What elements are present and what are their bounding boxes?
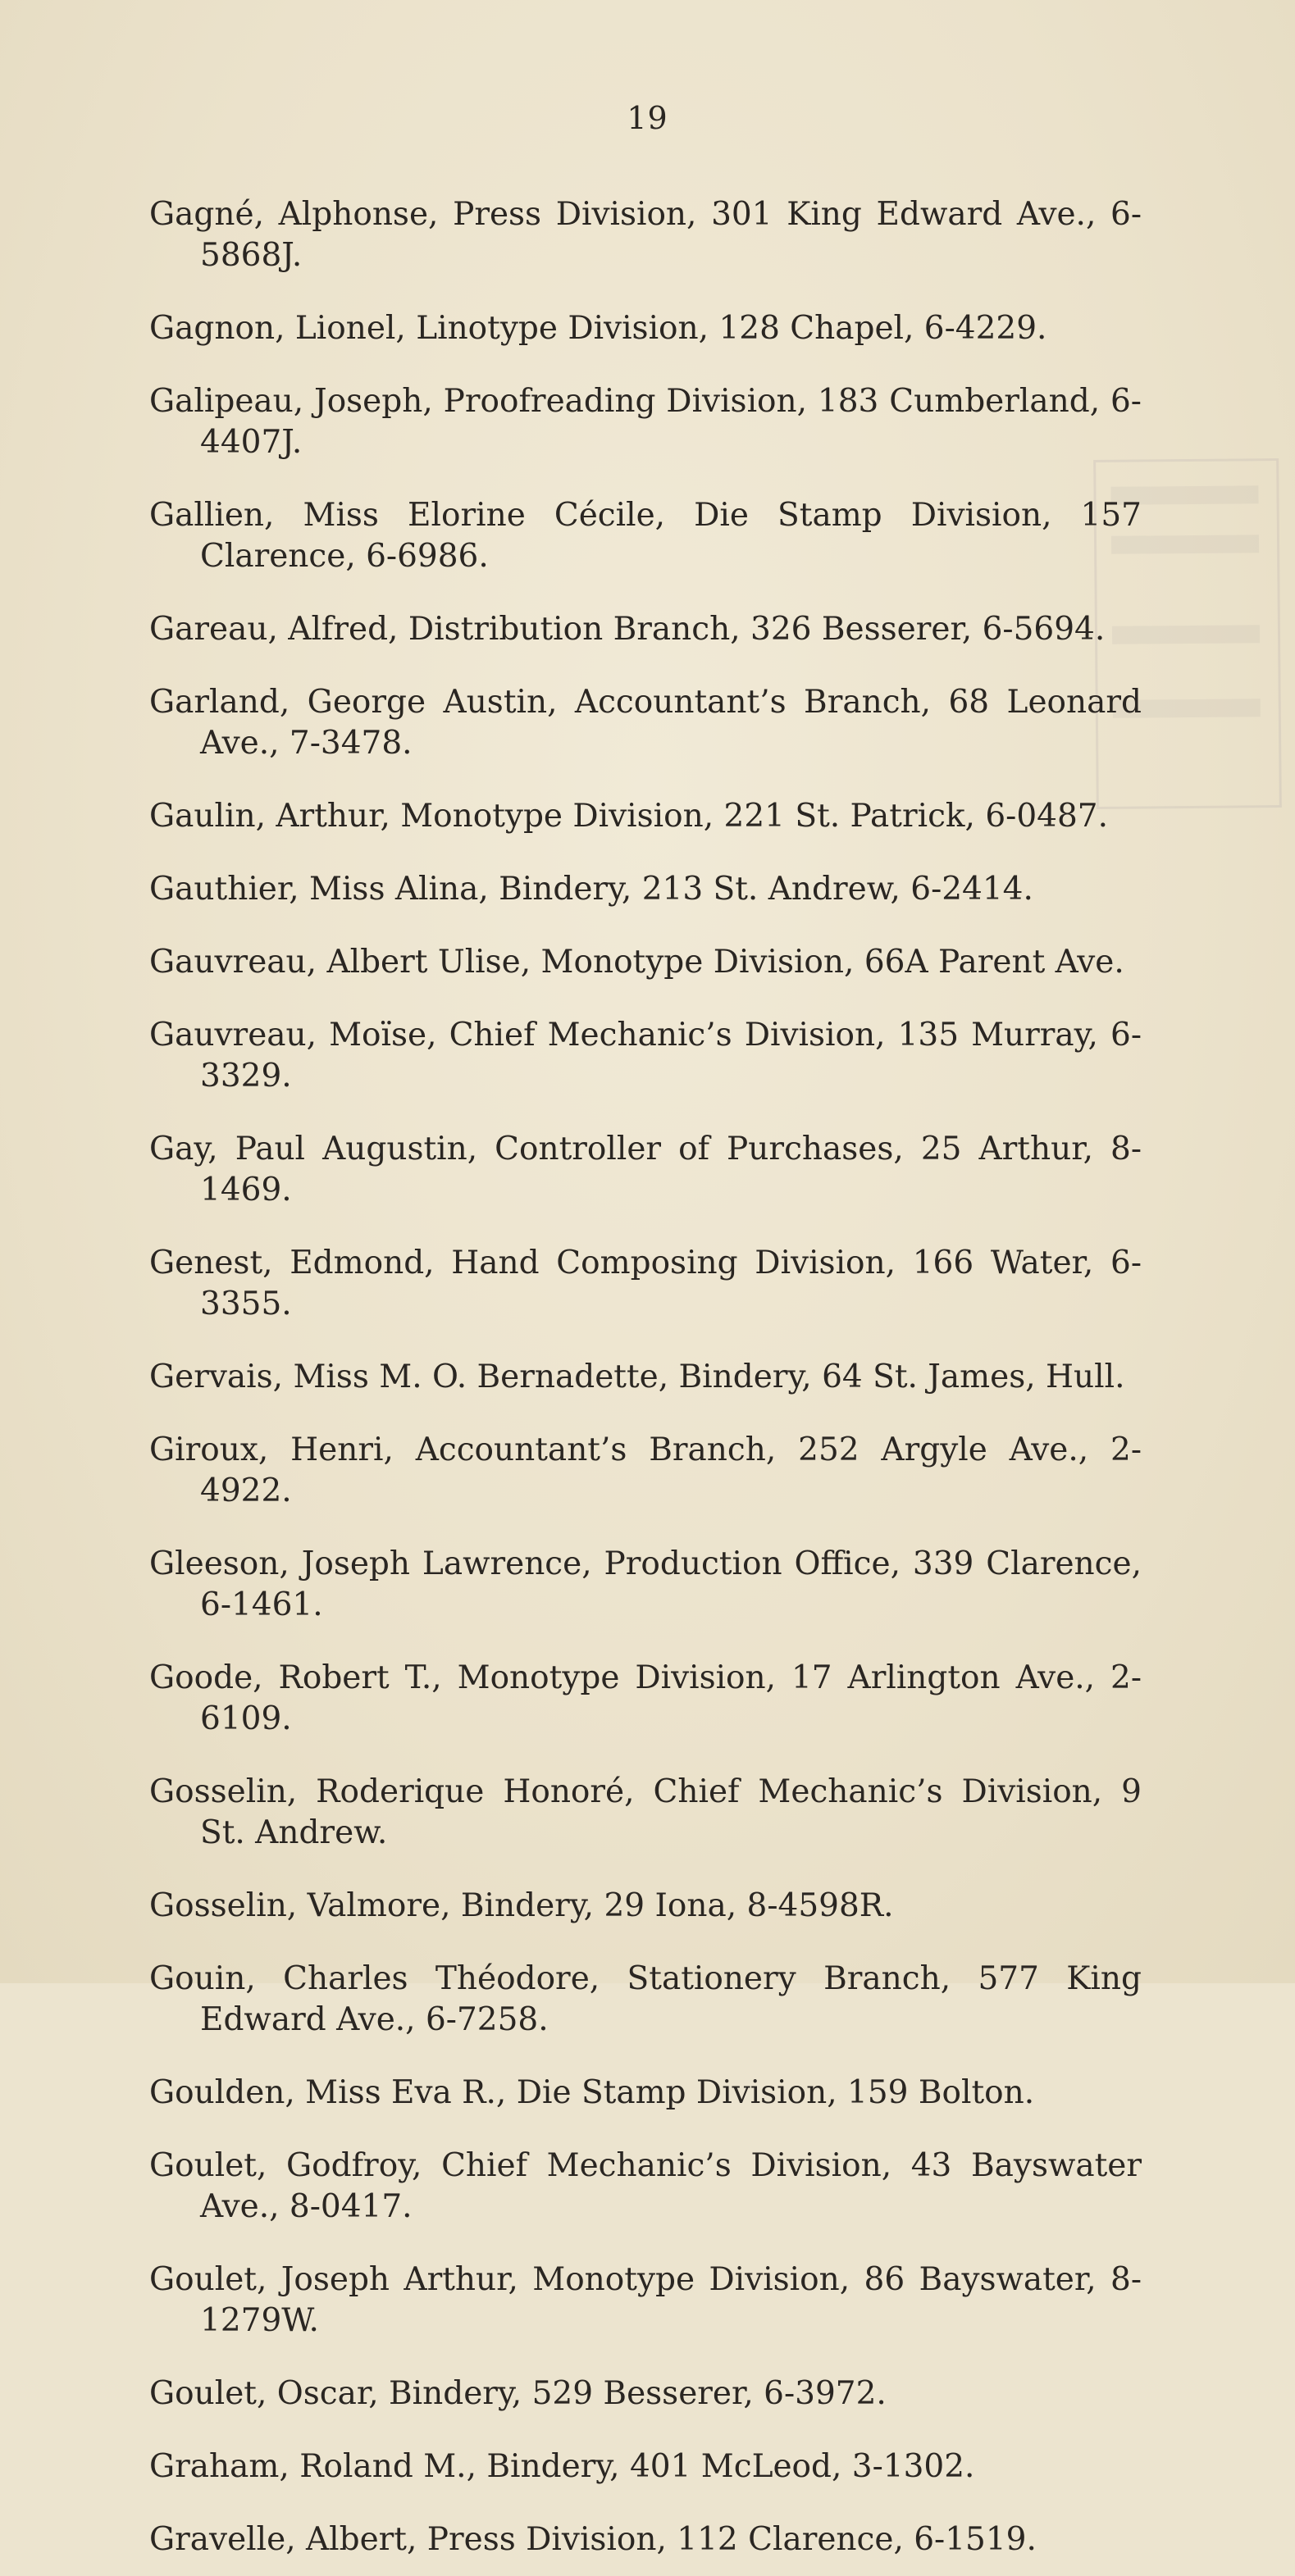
directory-entry: Giroux, Henri, Accountant’s Branch, 252 Argyle Ave., 2-4922. bbox=[149, 1431, 1142, 1509]
directory-entry: Goulet, Joseph Arthur, Monotype Division, 86 Bayswater, 8-1279W. bbox=[149, 2261, 1142, 2339]
directory-entry: Gravelle, Albert, Press Division, 112 Clarence, 6-1519. bbox=[149, 2521, 1037, 2558]
directory-entry: Gallien, Miss Elorine Cécile, Die Stamp Division, 157 Clarence, 6-6986. bbox=[149, 497, 1142, 575]
directory-entry: Gervais, Miss M. O. Bernadette, Bindery, 64 St. James, Hull. bbox=[149, 1359, 1125, 1395]
directory-entry: Gagné, Alphonse, Press Division, 301 King Edward Ave., 6-5868J. bbox=[149, 196, 1142, 274]
directory-entry: Gaulin, Arthur, Monotype Division, 221 St. Patrick, 6-0487. bbox=[149, 798, 1108, 835]
directory-entry: Gouin, Charles Théodore, Stationery Branch, 577 King Edward Ave., 6-7258. bbox=[149, 1960, 1142, 2038]
directory-entry: Goulden, Miss Eva R., Die Stamp Division, 159 Bolton. bbox=[149, 2074, 1035, 2111]
directory-entry: Gleeson, Joseph Lawrence, Production Office, 339 Clarence, 6-1461. bbox=[149, 1545, 1142, 1623]
directory-entry: Gauvreau, Albert Ulise, Monotype Division, 66A Parent Ave. bbox=[149, 944, 1124, 981]
directory-entry: Gay, Paul Augustin, Controller of Purchases, 25 Arthur, 8-1469. bbox=[149, 1131, 1142, 1208]
page-number: 19 bbox=[627, 100, 668, 136]
directory-entry: Galipeau, Joseph, Proofreading Division, 183 Cumberland, 6-4407J. bbox=[149, 383, 1142, 461]
directory-entry: Goulet, Oscar, Bindery, 529 Besserer, 6-3972. bbox=[149, 2375, 887, 2412]
directory-entry: Gosselin, Roderique Honoré, Chief Mechanic’s Division, 9 St. Andrew. bbox=[149, 1773, 1142, 1851]
directory-entry: Genest, Edmond, Hand Composing Division, 166 Water, 6-3355. bbox=[149, 1245, 1142, 1322]
directory-entry: Gagnon, Lionel, Linotype Division, 128 Chapel, 6-4229. bbox=[149, 310, 1047, 347]
directory-entry: Garland, George Austin, Accountant’s Branch, 68 Leonard Ave., 7-3478. bbox=[149, 684, 1142, 762]
directory-entry: Goode, Robert T., Monotype Division, 17 Arlington Ave., 2-6109. bbox=[149, 1659, 1142, 1737]
directory-entry: Gauthier, Miss Alina, Bindery, 213 St. Andrew, 6-2414. bbox=[149, 871, 1033, 908]
directory-entry: Graham, Roland M., Bindery, 401 McLeod, 3-1302. bbox=[149, 2448, 975, 2485]
directory-entry: Gareau, Alfred, Distribution Branch, 326 Besserer, 6-5694. bbox=[149, 611, 1106, 648]
directory-entry: Gauvreau, Moïse, Chief Mechanic’s Division, 135 Murray, 6-3329. bbox=[149, 1017, 1142, 1095]
directory-entry: Gosselin, Valmore, Bindery, 29 Iona, 8-4598R. bbox=[149, 1887, 894, 1924]
directory-entry: Goulet, Godfroy, Chief Mechanic’s Division, 43 Bayswater Ave., 8-0417. bbox=[149, 2147, 1142, 2225]
directory-entries bbox=[149, 162, 1142, 2576]
